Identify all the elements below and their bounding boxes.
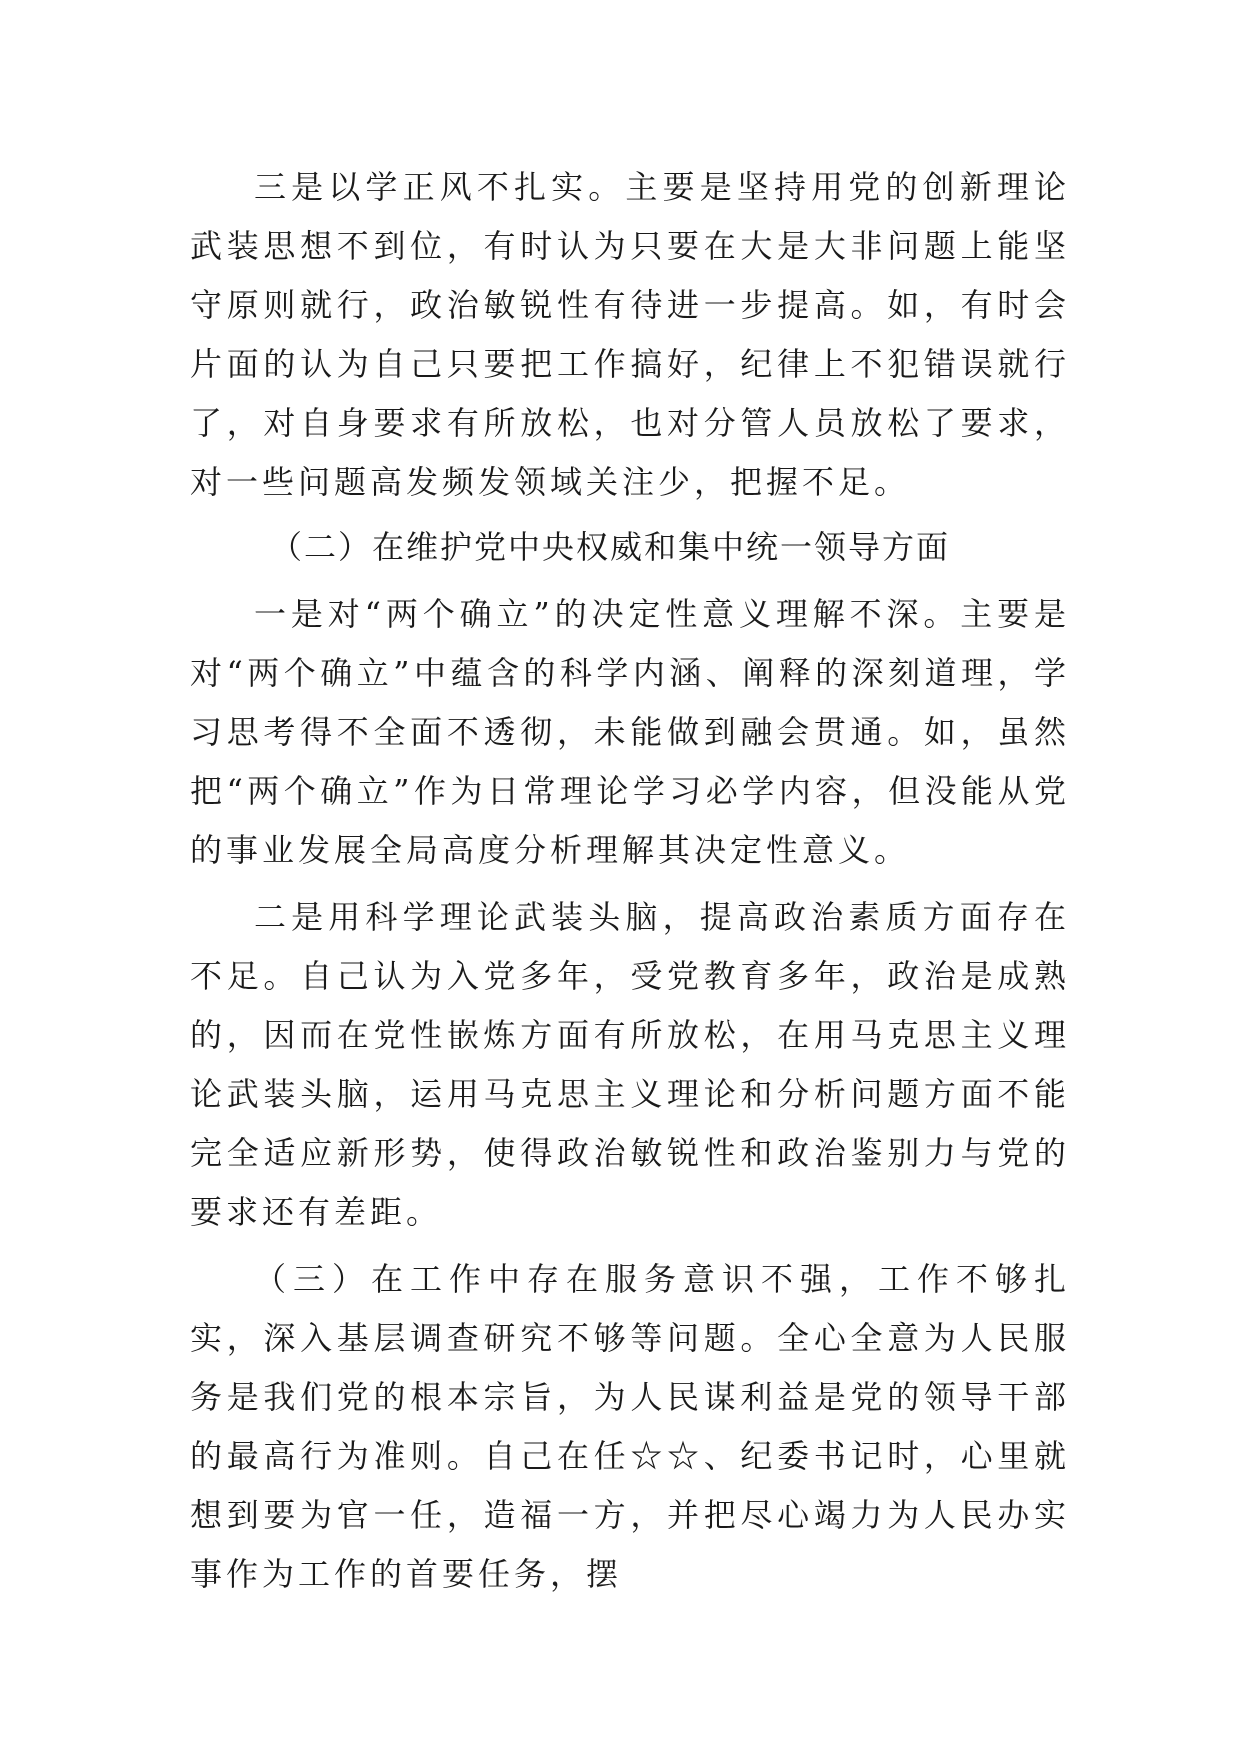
section-heading-two: （二）在维护党中央权威和集中统一领导方面 [270, 528, 951, 566]
paragraph-two-establishments: 一是对“两个确立”的决定性意义理解不深。主要是对“两个确立”中蕴含的科学内涵、阐释的深刻道理，学习思考得不全面不透彻，未能做到融会贯通。如，虽然把“两个确立”作为日常理论学习必学内容，但没能从党的事业发展全局高度分析理解其决定性意义。 [190, 595, 1070, 869]
paragraph-study-style: 三是以学正风不扎实。主要是坚持用党的创新理论武装思想不到位，有时认为只要在大是大非问题上能坚守原则就行，政治敏锐性有待进一步提高。如，有时会片面的认为自己只要把工作搞好，纪律上不犯错误就行了，对自身要求有所放松，也对分管人员放松了要求，对一些问题高发频发领域关注少，把握不足。 [190, 168, 1070, 501]
document-body [190, 158, 1070, 1604]
paragraph-service-awareness: （三）在工作中存在服务意识不强，工作不够扎实，深入基层调查研究不够等问题。全心全意为人民服务是我们党的根本宗旨，为人民谋利益是党的领导干部的最高行为准则。自己在任☆☆、纪委书记时，心里就想到要为官一任，造福一方，并把尽心竭力为人民办实事作为工作的首要任务，摆 [190, 1260, 1070, 1593]
paragraph-theory-armament: 二是用科学理论武装头脑，提高政治素质方面存在不足。自己认为入党多年，受党教育多年，政治是成熟的，因而在党性嵌炼方面有所放松，在用马克思主义理论武装头脑，运用马克思主义理论和分析问题方面不能完全适应新形势，使得政治敏锐性和政治鉴别力与党的要求还有差距。 [190, 898, 1070, 1231]
